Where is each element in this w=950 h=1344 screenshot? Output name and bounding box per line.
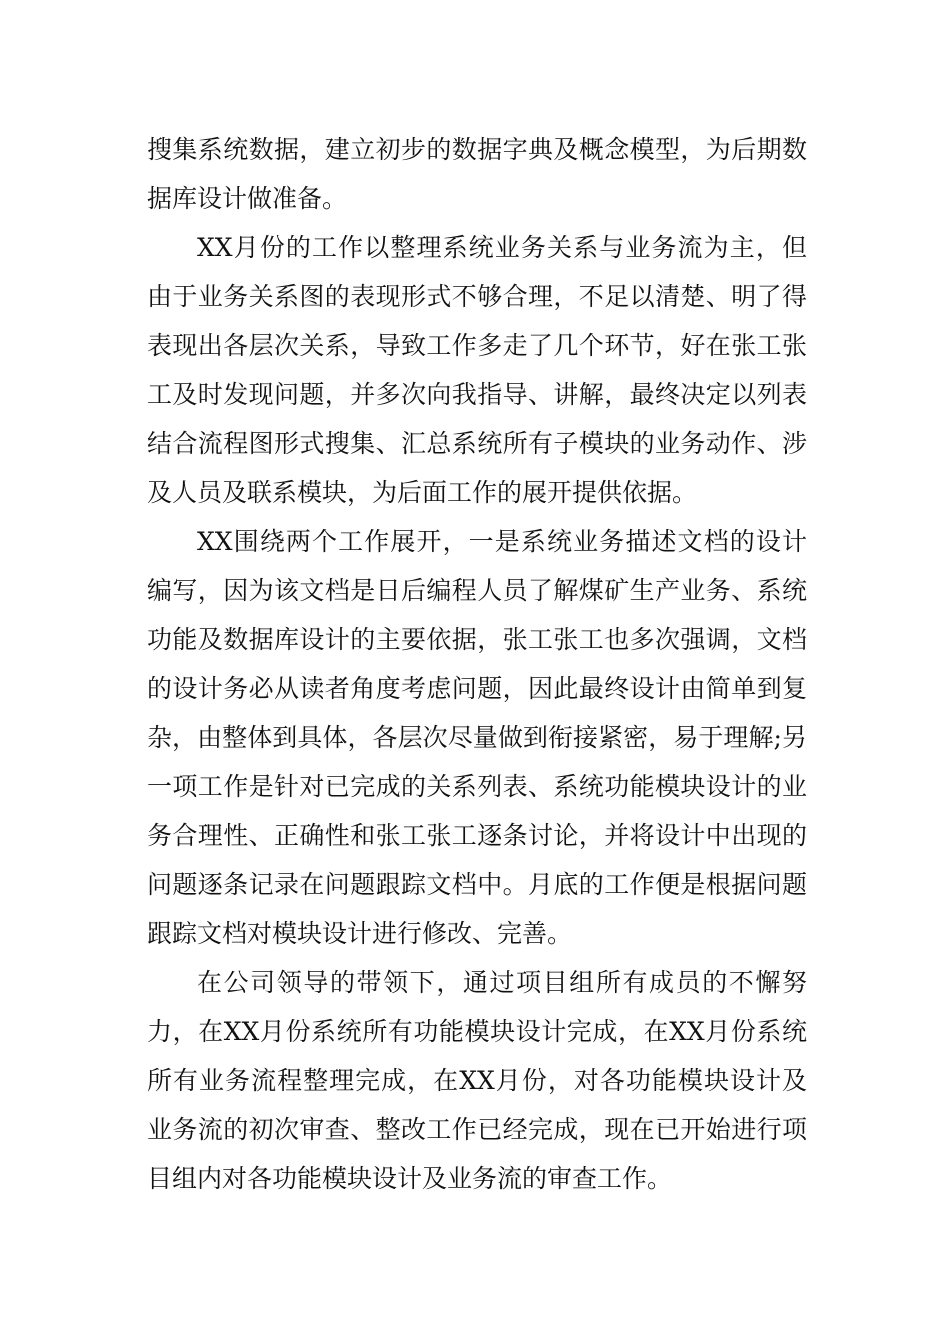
paragraph-1: 搜集系统数据，建立初步的数据字典及概念模型，为后期数据库设计做准备。 xyxy=(147,135,807,213)
paragraph-2: XX月份的工作以整理系统业务关系与业务流为主，但由于业务关系图的表现形式不够合理，不足以清楚、明了得表现出各层次关系，导致工作多走了几个环节，好在张工张工及时发现问题，并多次向我指导、讲解，最终决定以列表结合流程图形式搜集、汇总系统所有子模块的业务动作、涉及人员及联系模块，为后面工作的展开提供依据。 xyxy=(147,233,807,507)
document-body xyxy=(147,125,807,1203)
paragraph-3: XX围绕两个工作展开，一是系统业务描述文档的设计编写，因为该文档是日后编程人员了解煤矿生产业务、系统功能及数据库设计的主要依据，张工张工也多次强调，文档的设计务必从读者角度考虑问题，因此最终设计由简单到复杂，由整体到具体，各层次尽量做到衔接紧密，易于理解;另一项工作是针对已完成的关系列表、系统功能模块设计的业务合理性、正确性和张工张工逐条讨论，并将设计中出现的问题逐条记录在问题跟踪文档中。月底的工作便是根据问题跟踪文档对模块设计进行修改、完善。 xyxy=(147,527,807,948)
paragraph-4: 在公司领导的带领下，通过项目组所有成员的不懈努力，在XX月份系统所有功能模块设计完成，在XX月份系统所有业务流程整理完成，在XX月份，对各功能模块设计及业务流的初次审查、整改工作已经完成，现在已开始进行项目组内对各功能模块设计及业务流的审查工作。 xyxy=(147,968,807,1193)
